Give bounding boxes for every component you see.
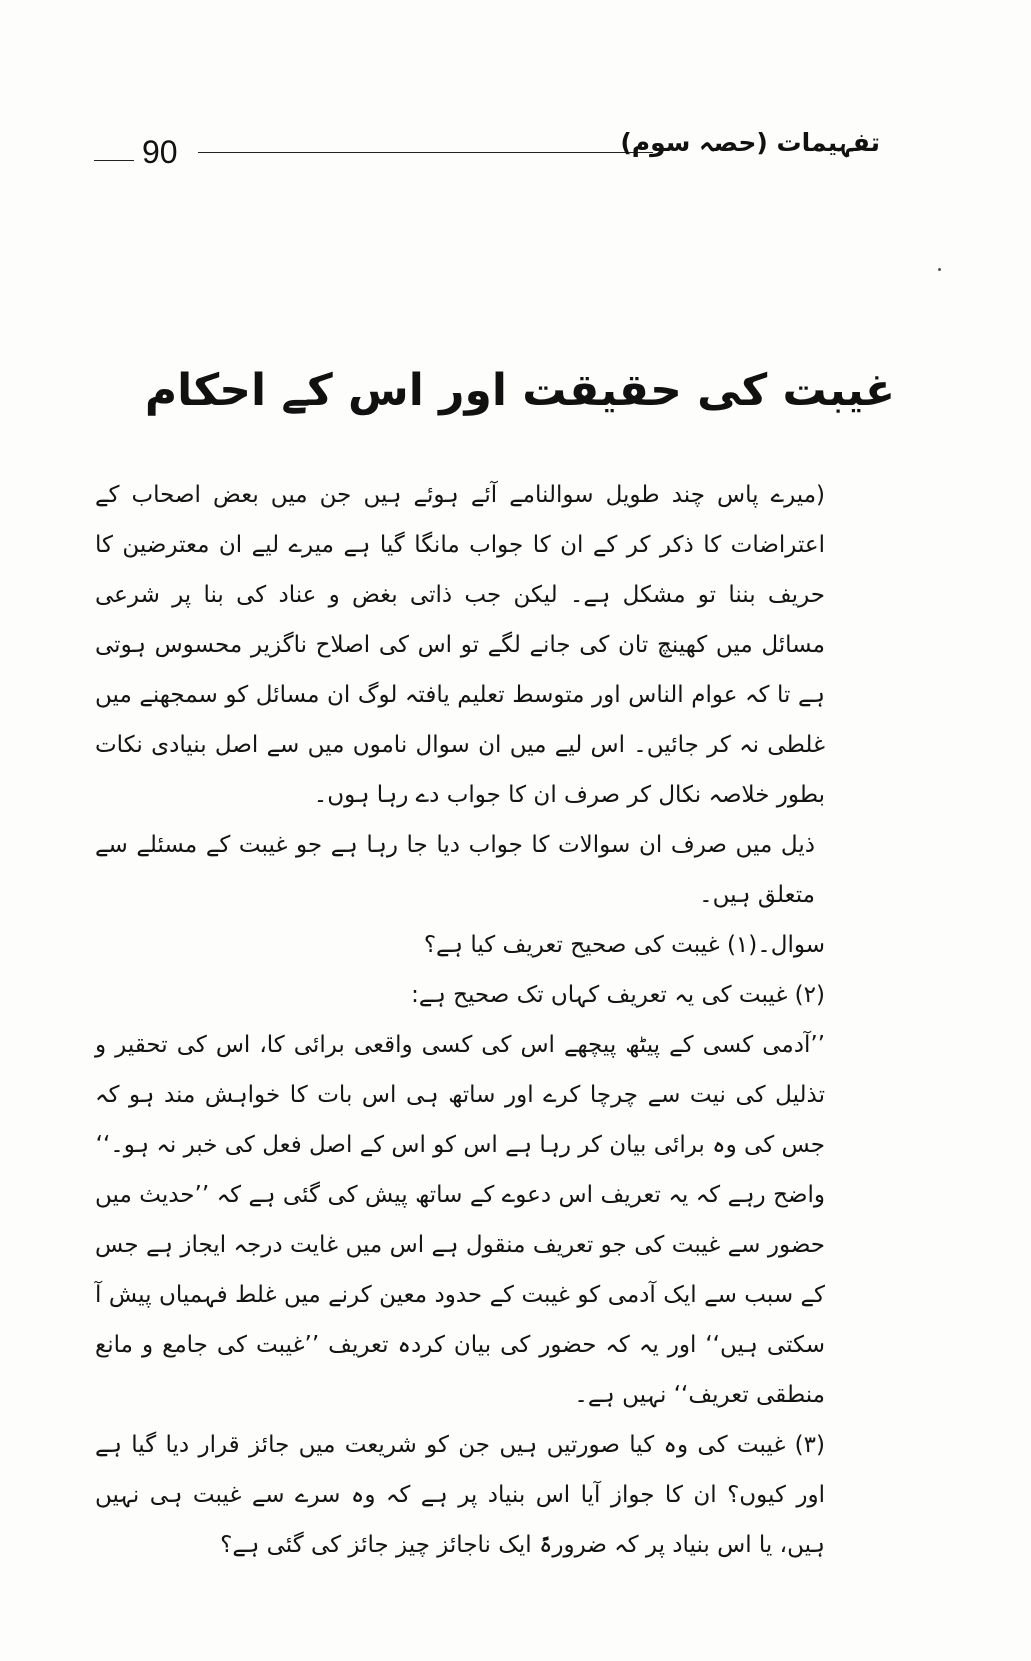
scope-paragraph: ذیل میں صرف ان سوالات کا جواب دیا جا رہا ہے جو غیبت کے مسئلے سے متعلق ہیں۔ — [95, 832, 815, 908]
clarification-paragraph: واضح رہے کہ یہ تعریف اس دعوے کے ساتھ پیش کی گئی ہے کہ ’’حدیث میں حضور سے غیبت کی جو تعریف منقول ہے اس میں غایت درجہ ایجاز ہے جس کے سبب سے ایک آدمی کو غیبت کے حدود معین کرنے میں غلط فہمیاں پیش آ سکتی ہیں‘‘ اور یہ کہ حضور کی بیان کردہ تعریف ’’غیبت کی جامع و مانع منطقی تعریف‘‘ نہیں ہے۔ — [95, 1182, 825, 1408]
body-text — [95, 470, 825, 1570]
question-1: سوال۔(۱) غیبت کی صحیح تعریف کیا ہے؟ — [423, 932, 825, 958]
quoted-definition: ’’آدمی کسی کے پیٹھ پیچھے اس کی کسی واقعی برائی کا، اس کی تحقیر و تذلیل کی نیت سے چرچا کرے اور ساتھ ہی اس بات کا خواہش مند ہو کہ جس کی وہ برائی بیان کر رہا ہے اس کو اس کے اصل فعل کی خبر نہ ہو۔‘‘ — [95, 1032, 825, 1158]
page-number: 90 — [142, 134, 178, 170]
chapter-title: غیبت کی حقیقت اور اس کے احکام — [144, 365, 896, 416]
running-header — [80, 128, 880, 188]
intro-paragraph: (میرے پاس چند طویل سوالنامے آئے ہوئے ہیں جن میں بعض اصحاب کے اعتراضات کا ذکر کر کے ان کا جواب مانگا گیا ہے میرے لیے ان معترضین کا حریف بننا تو مشکل ہے۔ لیکن جب ذاتی بغض و عناد کی بنا پر شرعی مسائل میں کھینچ تان کی جانے لگے تو اس کی اصلاح ناگزیر محسوس ہوتی ہے تا کہ عوام الناس اور متوسط تعلیم یافتہ لوگ ان مسائل کو سمجھنے میں غلطی نہ کر جائیں۔ اس لیے میں ان سوال ناموں میں سے اصل بنیادی نکات بطور خلاصہ نکال کر صرف ان کا جواب دے رہا ہوں۔ — [95, 482, 825, 808]
header-rule — [198, 152, 653, 153]
header-dash — [94, 160, 134, 161]
question-2: (۲) غیبت کی یہ تعریف کہاں تک صحیح ہے: — [411, 982, 825, 1008]
question-3: (۳) غیبت کی وہ کیا صورتیں ہیں جن کو شریعت میں جائز قرار دیا گیا ہے اور کیوں؟ ان کا جواز آیا اس بنیاد پر ہے کہ وہ سرے سے غیبت ہی نہیں ہیں، یا اس بنیاد پر کہ ضرورۃً ایک ناجائز چیز جائز کی گئی ہے؟ — [95, 1432, 825, 1558]
margin-speck — [938, 268, 941, 271]
book-title: تفہیمات (حصہ سوم) — [620, 128, 880, 157]
